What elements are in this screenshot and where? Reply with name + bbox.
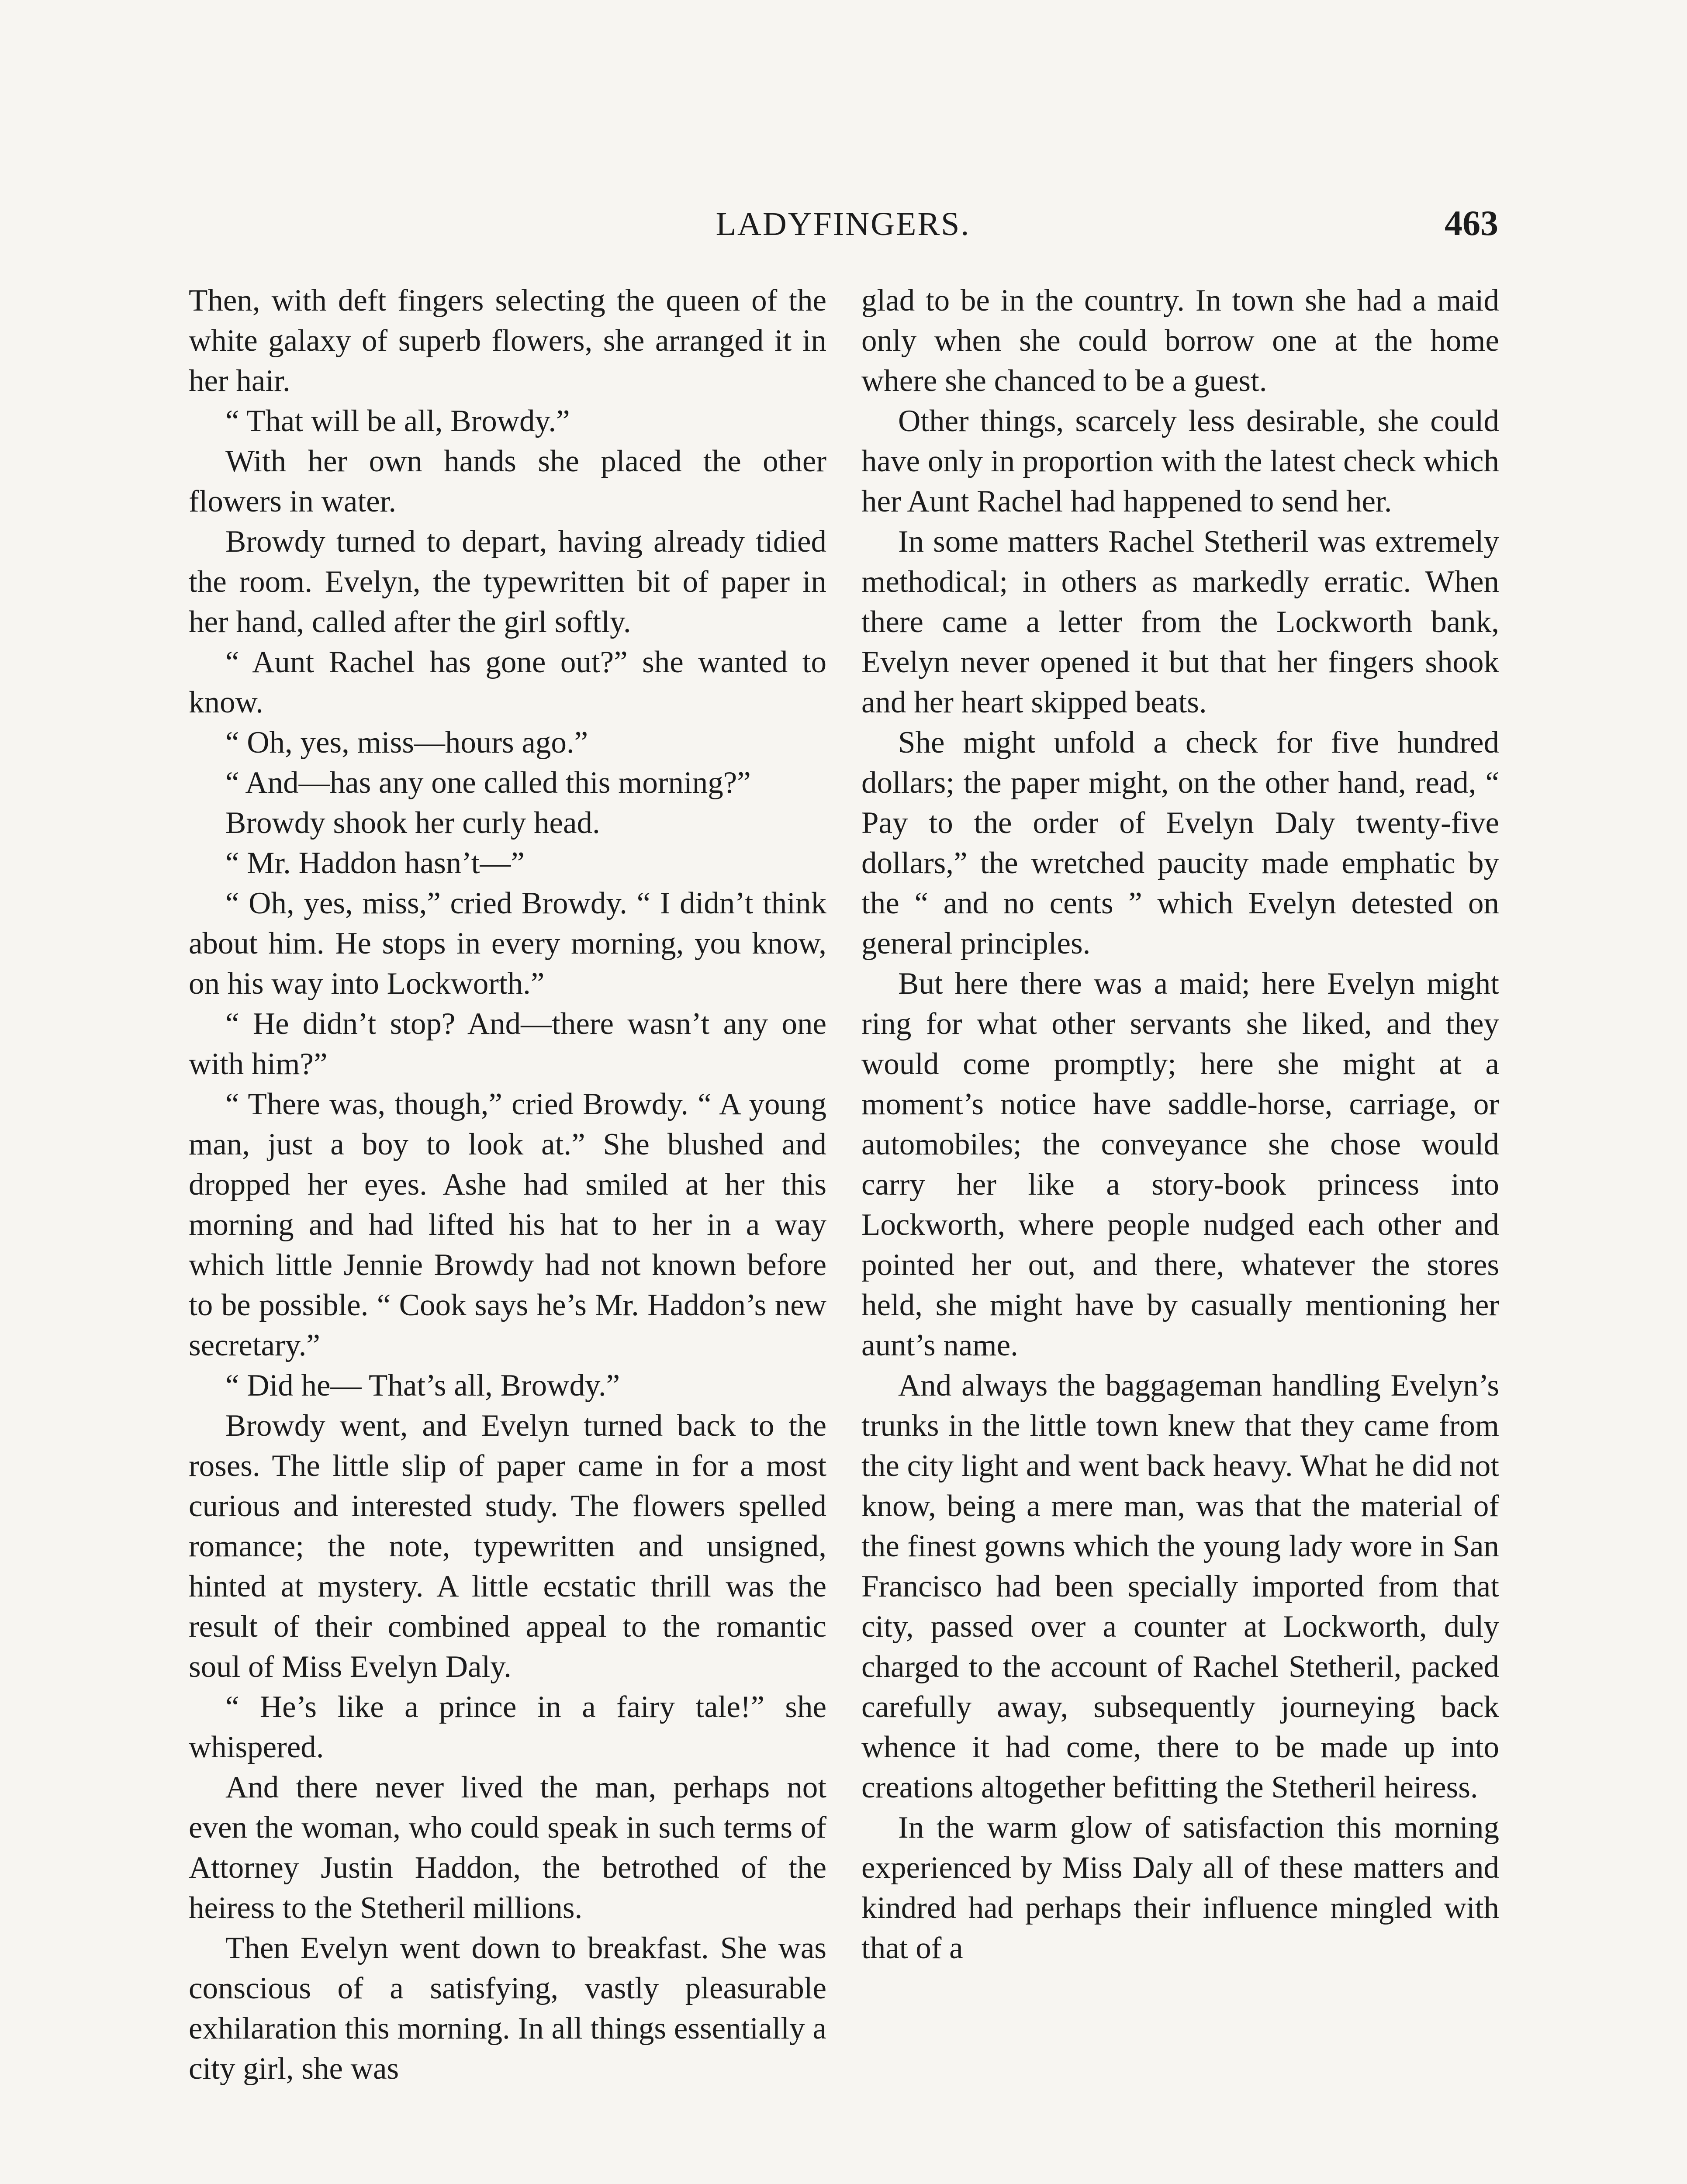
paragraph: Then, with deft fingers selecting the queen of the white galaxy of superb flowers, she arranged it in her hair. (189, 283, 826, 398)
paragraph: And always the baggageman handling Evelyn’s trunks in the little town knew that they came from the city light and went back heavy. What he did not know, being a mere man, was that the material of the finest gowns which the young lady wore in San Francisco had been specially imported from that city, passed over a counter at Lockworth, duly charged to the account of Rachel Stetheril, packed carefully away, subsequently journeying back whence it had come, there to be made up into creations altogether befitting the Stetheril heiress. (861, 1368, 1499, 1804)
paragraph: But here there was a maid; here Evelyn might ring for what other servants she liked, and they would come promptly; here she might at a moment’s notice have saddle-horse, carriage, or automobiles; the conveyance she chose would carry her like a story-book princess into Lockworth, where people nudged each other and pointed her out, and there, whatever the stores held, she might have by casually mentioning her aunt’s name. (861, 967, 1499, 1362)
paragraph: “ Did he— That’s all, Browdy.” (225, 1368, 620, 1403)
page-header (188, 205, 1498, 253)
paragraph: Then Evelyn went down to breakfast. She was conscious of a satisfying, vastly pleasurable exhilaration this morning. In all things essentially a city girl, she was (189, 1931, 826, 2086)
running-head: LADYFINGERS. (716, 206, 971, 242)
paragraph: She might unfold a check for five hundred dollars; the paper might, on the other hand, read, “ Pay to the order of Evelyn Daly twenty-five dollars,” the wretched paucity made emphatic by the “ and no cents ” which Evelyn detested on general principles. (861, 726, 1499, 961)
paragraph: “ Mr. Haddon hasn’t—” (225, 846, 525, 880)
paragraph: “ That will be all, Browdy.” (225, 404, 570, 438)
paragraph: Other things, scarcely less desirable, she could have only in proportion with the latest check which her Aunt Rachel had happened to send her. (861, 404, 1499, 518)
paragraph: “ He’s like a prince in a fairy tale!” she whispered. (189, 1690, 826, 1764)
paragraph: With her own hands she placed the other flowers in water. (189, 444, 826, 518)
paragraph: Browdy turned to depart, having already tidied the room. Evelyn, the typewritten bit of paper in her hand, called after the girl softly. (189, 525, 826, 639)
paragraph: “ There was, though,” cried Browdy. “ A young man, just a boy to look at.” She blushed and dropped her eyes. Ashe had smiled at her this morning and had lifted his hat to her in a way which little Jennie Browdy had not known before to be possible. “ Cook says he’s Mr. Haddon’s new secretary.” (189, 1087, 826, 1362)
paragraph: Browdy shook her curly head. (225, 806, 600, 840)
paragraph: In some matters Rachel Stetheril was extremely methodical; in others as markedly erratic. When there came a letter from the Lockworth bank, Evelyn never opened it but that her fingers shook and her heart skipped beats. (861, 525, 1499, 719)
paragraph: In the warm glow of satisfaction this morning experienced by Miss Daly all of these matters and kindred had perhaps their influence mingled with that of a (861, 1811, 1499, 1965)
left-text-column (189, 280, 826, 2089)
paragraph: “ Oh, yes, miss—hours ago.” (225, 726, 588, 760)
right-text-column (861, 280, 1499, 1968)
paragraph: “ Oh, yes, miss,” cried Browdy. “ I didn’t think about him. He stops in every morning, you know, on his way into Lockworth.” (189, 886, 826, 1001)
paragraph: And there never lived the man, perhaps not even the woman, who could speak in such terms of Attorney Justin Haddon, the betrothed of the heiress to the Stetheril millions. (189, 1770, 826, 1925)
paragraph: Browdy went, and Evelyn turned back to the roses. The little slip of paper came in for a most curious and interested study. The flowers spelled romance; the note, typewritten and unsigned, hinted at mystery. A little ecstatic thrill was the result of their combined appeal to the romantic soul of Miss Evelyn Daly. (189, 1409, 826, 1684)
paragraph: glad to be in the country. In town she had a maid only when she could borrow one at the home where she chanced to be a guest. (861, 283, 1499, 398)
paragraph: “ Aunt Rachel has gone out?” she wanted to know. (189, 645, 826, 719)
paragraph: “ He didn’t stop? And—there wasn’t any one with him?” (189, 1007, 826, 1081)
page-number: 463 (1445, 203, 1498, 243)
paragraph: “ And—has any one called this morning?” (225, 766, 751, 800)
